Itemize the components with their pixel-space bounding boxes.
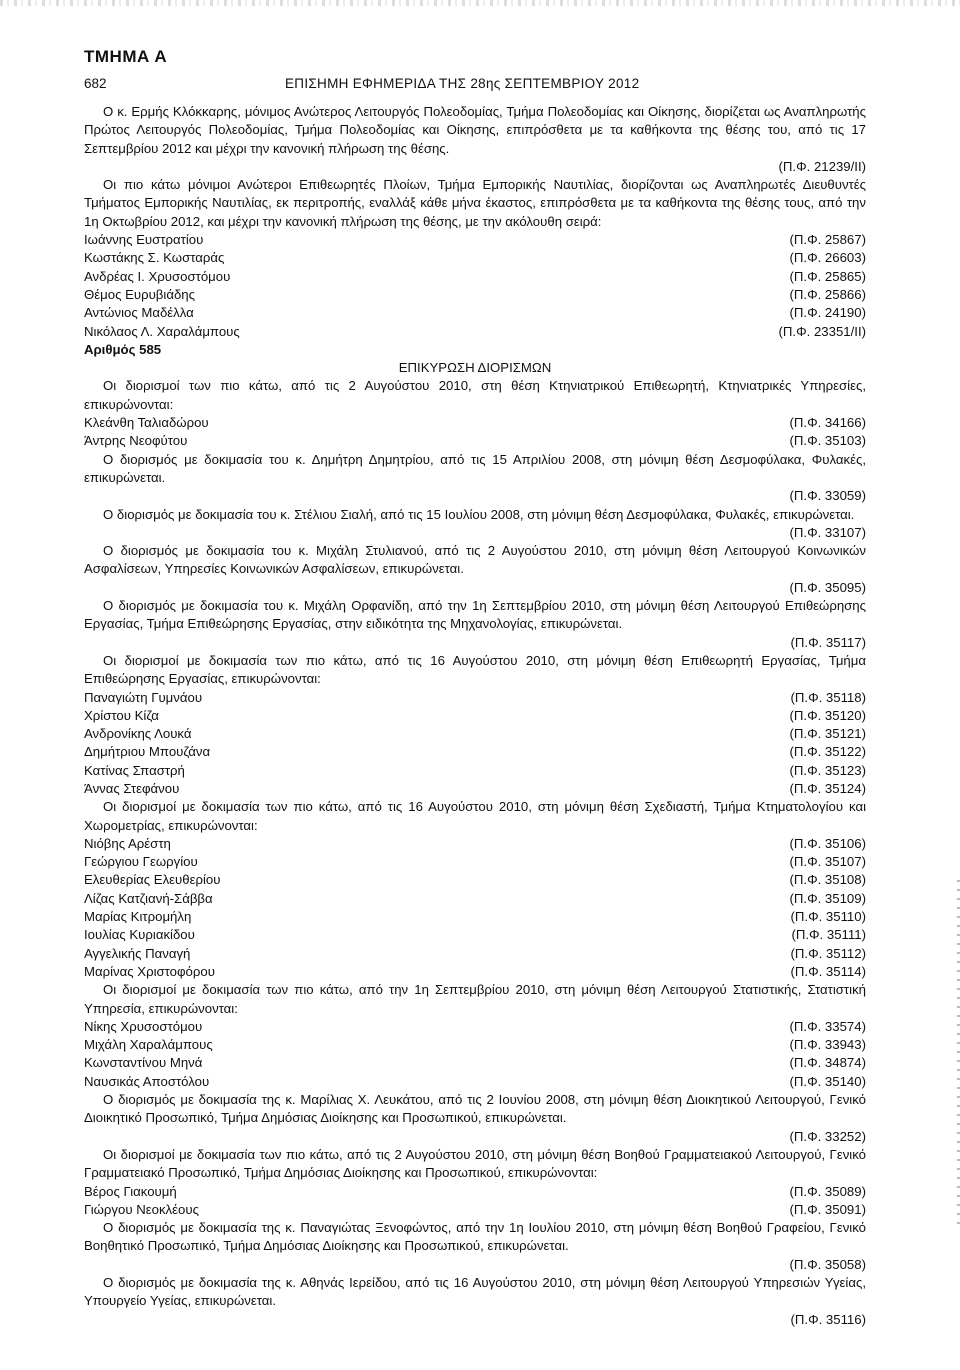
file-reference: (Π.Φ. 35108)	[789, 872, 866, 888]
appointee-row	[84, 1018, 866, 1036]
file-reference: (Π.Φ. 35140)	[789, 1073, 866, 1089]
appointee-row	[84, 908, 866, 926]
appointee-row	[84, 963, 866, 981]
file-reference: (Π.Φ. 25866)	[789, 286, 866, 302]
file-reference: (Π.Φ. 35111)	[791, 927, 866, 943]
appointee-row	[84, 1073, 866, 1091]
appointee-name: Δημήτριου Μπουζάνα	[84, 744, 211, 760]
appointee-row	[84, 1054, 866, 1072]
file-reference: (Π.Φ. 35089)	[789, 1183, 866, 1199]
appointee-row	[84, 432, 866, 450]
appointee-row	[84, 853, 866, 871]
appointee-name: Κατίνας Σπαστρή	[84, 762, 185, 778]
appointee-name: Ναυσικάς Αποστόλου	[84, 1073, 210, 1089]
file-reference: (Π.Φ. 33252)	[789, 1128, 866, 1144]
appointee-row	[84, 780, 866, 798]
appointee-name: Άντρης Νεοφύτου	[84, 433, 188, 449]
appointee-name: Ιουλίας Κυριακίδου	[84, 927, 195, 943]
file-reference: (Π.Φ. 35112)	[790, 945, 866, 961]
appointee-name: Αντώνιος Μαδέλλα	[84, 305, 194, 321]
file-reference: (Π.Φ. 35107)	[789, 854, 866, 870]
file-reference: (Π.Φ. 33943)	[789, 1037, 866, 1053]
appointee-name: Κωνσταντίνου Μηνά	[84, 1055, 203, 1071]
file-reference: (Π.Φ. 35110)	[790, 909, 866, 925]
paragraph: Ο διορισμός με δοκιμασία της κ. Αθηνάς Ιερείδου, από τις 16 Αυγούστου 2010, στη μόνιμη θέση Λειτουργού Υπηρεσιών Υγείας, Υπουργείο Υγείας, επικυρώνεται.	[84, 1275, 866, 1309]
appointee-row	[84, 1036, 866, 1054]
file-reference: (Π.Φ. 35118)	[790, 689, 866, 705]
appointee-name: Λίζας Κατζιανή-Σάββα	[84, 890, 213, 906]
file-reference: (Π.Φ. 34166)	[789, 415, 866, 431]
paragraph: Ο διορισμός με δοκιμασία της κ. Μαρίλιας Χ. Λευκάτου, από τις 2 Ιουνίου 2008, στη μόνιμη θέση Διοικητικού Λειτουργού, Γενικό Διοικητικό Προσωπικό, Τμήμα Δημόσιας Διοίκησης και Προσωπικού, επικυρώνεται.	[84, 1092, 866, 1126]
file-reference: (Π.Φ. 23351/ΙΙ)	[778, 323, 866, 339]
file-reference: (Π.Φ. 24190)	[789, 305, 866, 321]
appointee-name: Νιόβης Αρέστη	[84, 835, 171, 851]
appointee-row	[84, 249, 866, 267]
paragraph: Ο κ. Ερμής Κλόκκαρης, μόνιμος Ανώτερος Λειτουργός Πολεοδομίας, Τμήμα Πολεοδομίας και Οίκησης, διορίζεται ως Αναπληρωτής Πρώτος Λειτουργός Πολεοδομίας, Τμήμα Πολεοδομίας και Οίκησης, επιπρόσθετα με τα καθήκοντα της θέσης του, από τις 17 Σεπτεμβρίου 2012 και μέχρι την κανονική πλήρωση της θέσης.	[84, 104, 866, 156]
appointee-row	[84, 871, 866, 889]
file-reference: (Π.Φ. 35120)	[789, 707, 866, 723]
appointee-name: Κλεάνθη Ταλιαδώρου	[84, 415, 209, 431]
file-reference: (Π.Φ. 35109)	[789, 890, 866, 906]
appointee-name: Μιχάλη Χαραλάμπους	[84, 1037, 213, 1053]
appointee-name: Γιώργου Νεοκλέους	[84, 1201, 199, 1217]
file-reference: (Π.Φ. 35123)	[789, 762, 866, 778]
paragraph: Ο διορισμός με δοκιμασία του κ. Δημήτρη Δημητρίου, από τις 15 Απριλίου 2008, στη μόνιμη θέση Δεσμοφύλακα, Φυλακές, επικυρώνεται.	[84, 451, 866, 485]
file-reference: (Π.Φ. 35106)	[789, 835, 866, 851]
appointee-name: Χρίστου Κίζα	[84, 707, 159, 723]
appointee-name: Άννας Στεφάνου	[84, 780, 180, 796]
appointee-row	[84, 945, 866, 963]
appointee-row	[84, 323, 866, 341]
file-reference: (Π.Φ. 25867)	[789, 232, 866, 248]
appointee-name: Παναγιώτη Γυμνάου	[84, 689, 203, 705]
appointee-name: Γεώργιου Γεωργίου	[84, 854, 198, 870]
file-reference: (Π.Φ. 35091)	[789, 1201, 866, 1217]
appointee-row	[84, 304, 866, 322]
file-reference: (Π.Φ. 35114)	[790, 963, 866, 979]
appointee-name: Ιωάννης Ευστρατίου	[84, 232, 204, 248]
appointee-name: Αγγελικής Παναγή	[84, 945, 191, 961]
paragraph: Οι πιο κάτω μόνιμοι Ανώτεροι Επιθεωρητές Πλοίων, Τμήμα Εμπορικής Ναυτιλίας, διορίζονται ως Αναπληρωτές Διευθυντές Τμήματος Εμπορικής Ναυτιλίας, εκ περιτροπής, εναλλάξ κάθε μήνα έκαστος, επιπρόσθετα με τα καθήκοντα της θέσης τους, από την 1η Οκτωβρίου 2012, και μέχρι την κανονική πλήρωση της θέσης, με την ακόλουθη σειρά:	[84, 177, 866, 229]
appointee-row	[84, 689, 866, 707]
paragraph: Ο διορισμός με δοκιμασία του κ. Μιχάλη Στυλιανού, από τις 2 Αυγούστου 2010, στη μόνιμη θέση Λειτουργού Κοινωνικών Ασφαλίσεων, Υπηρεσίες Κοινωνικών Ασφαλίσεων, επικυρώνεται.	[84, 543, 866, 577]
appointee-name: Κωστάκης Σ. Κωσταράς	[84, 250, 225, 266]
appointee-name: Νικόλαος Λ. Χαραλάμπους	[84, 323, 240, 339]
appointee-name: Θέμος Ευρυβιάδης	[84, 286, 195, 302]
appointee-row	[84, 890, 866, 908]
paragraph: Ο διορισμός με δοκιμασία του κ. Μιχάλη Ορφανίδη, από την 1η Σεπτεμβρίου 2010, στη μόνιμη θέση Λειτουργού Επιθεώρησης Εργασίας, Τμήμα Επιθεώρησης Εργασίας, στην ειδικότητα της Μηχανολογίας, επικυρώνεται.	[84, 598, 866, 632]
file-reference: (Π.Φ. 34874)	[789, 1055, 866, 1071]
paragraph: Οι διορισμοί των πιο κάτω, από τις 2 Αυγούστου 2010, στη θέση Κτηνιατρικού Επιθεωρητή, Κτηνιατρικές Υπηρεσίες, επικυρώνονται:	[84, 378, 866, 412]
file-reference: (Π.Φ. 26603)	[789, 250, 866, 266]
appointee-name: Μαρίνας Χριστοφόρου	[84, 963, 215, 979]
file-reference: (Π.Φ. 33107)	[789, 524, 866, 540]
file-reference: (Π.Φ. 35117)	[790, 634, 866, 650]
notice-number: Αριθμός 585	[84, 341, 162, 357]
page-number: 682	[84, 76, 107, 91]
section-label: ΤΜΗΜΑ Α	[84, 47, 168, 66]
file-reference: (Π.Φ. 35116)	[790, 1311, 866, 1327]
appointee-name: Μαρίας Κιτρομήλη	[84, 909, 192, 925]
file-reference: (Π.Φ. 21239/ΙΙ)	[778, 158, 866, 174]
file-reference: (Π.Φ. 35121)	[789, 726, 866, 742]
file-reference: (Π.Φ. 33059)	[789, 488, 866, 504]
appointee-row	[84, 1201, 866, 1219]
appointee-row	[84, 926, 866, 944]
file-reference: (Π.Φ. 35058)	[789, 1256, 866, 1272]
paragraph: Ο διορισμός με δοκιμασία του κ. Στέλιου Σιαλή, από τις 15 Ιουλίου 2008, στη μόνιμη θέση Δεσμοφύλακα, Φυλακές, επικυρώνεται.	[103, 506, 855, 522]
appointee-row	[84, 725, 866, 743]
scan-noise	[0, 0, 960, 6]
appointee-row	[84, 743, 866, 761]
appointee-row	[84, 268, 866, 286]
appointee-row	[84, 835, 866, 853]
paragraph: Ο διορισμός με δοκιμασία της κ. Παναγιώτας Ξενοφώντος, από την 1η Ιουλίου 2010, στη μόνιμη θέση Βοηθού Γραφείου, Γενικό Βοηθητικό Προσωπικό, Τμήμα Δημόσιας Διοίκησης και Προσωπικού, επικυρώνεται.	[84, 1220, 866, 1254]
file-reference: (Π.Φ. 33574)	[789, 1018, 866, 1034]
file-reference: (Π.Φ. 35122)	[789, 744, 866, 760]
appointee-row	[84, 414, 866, 432]
file-reference: (Π.Φ. 35103)	[789, 433, 866, 449]
notice-heading: ΕΠΙΚΥΡΩΣΗ ΔΙΟΡΙΣΜΩΝ	[398, 360, 552, 376]
appointee-row	[84, 1183, 866, 1201]
file-reference: (Π.Φ. 25865)	[789, 268, 866, 284]
appointee-name: Ανδρονίκης Λουκά	[84, 726, 192, 742]
appointee-row	[84, 231, 866, 249]
appointee-row	[84, 286, 866, 304]
document-body	[84, 103, 866, 1329]
appointee-name: Ανδρέας Ι. Χρυσοστόμου	[84, 268, 231, 284]
paragraph: Οι διορισμοί με δοκιμασία των πιο κάτω, από τις 16 Αυγούστου 2010, στη μόνιμη θέση Σχεδιαστή, Τμήμα Κτηματολογίου και Χωρομετρίας, επικυρώνονται:	[84, 799, 866, 833]
paragraph: Οι διορισμοί με δοκιμασία των πιο κάτω, από την 1η Σεπτεμβρίου 2010, στη μόνιμη θέση Λειτουργού Στατιστικής, Στατιστική Υπηρεσία, επικυρώνονται:	[84, 982, 866, 1016]
file-reference: (Π.Φ. 35124)	[789, 780, 866, 796]
appointee-row	[84, 707, 866, 725]
appointee-name: Βέρος Γιακουμή	[84, 1183, 177, 1199]
paragraph: Οι διορισμοί με δοκιμασία των πιο κάτω, από τις 2 Αυγούστου 2010, στη μόνιμη θέση Βοηθού Γραμματειακού Λειτουργού, Γενικό Γραμματειακό Προσωπικό, Τμήμα Δημόσιας Διοίκησης και Προσωπικού, επικυρώνονται:	[84, 1146, 866, 1181]
file-reference: (Π.Φ. 35095)	[789, 579, 866, 595]
paragraph: Οι διορισμοί με δοκιμασία των πιο κάτω, από τις 16 Αυγούστου 2010, στη μόνιμη θέση Επιθεωρητή Εργασίας, Τμήμα Επιθεώρησης Εργασίας, επικυρώνονται:	[84, 652, 866, 687]
appointee-row	[84, 762, 866, 780]
appointee-name: Ελευθερίας Ελευθερίου	[84, 872, 221, 888]
appointee-name: Νίκης Χρυσοστόμου	[84, 1018, 203, 1034]
gazette-title: ΕΠΙΣΗΜΗ ΕΦΗΜΕΡΙΔΑ ΤΗΣ 28ης ΣΕΠΤΕΜΒΡΙΟΥ 2012	[285, 76, 640, 91]
